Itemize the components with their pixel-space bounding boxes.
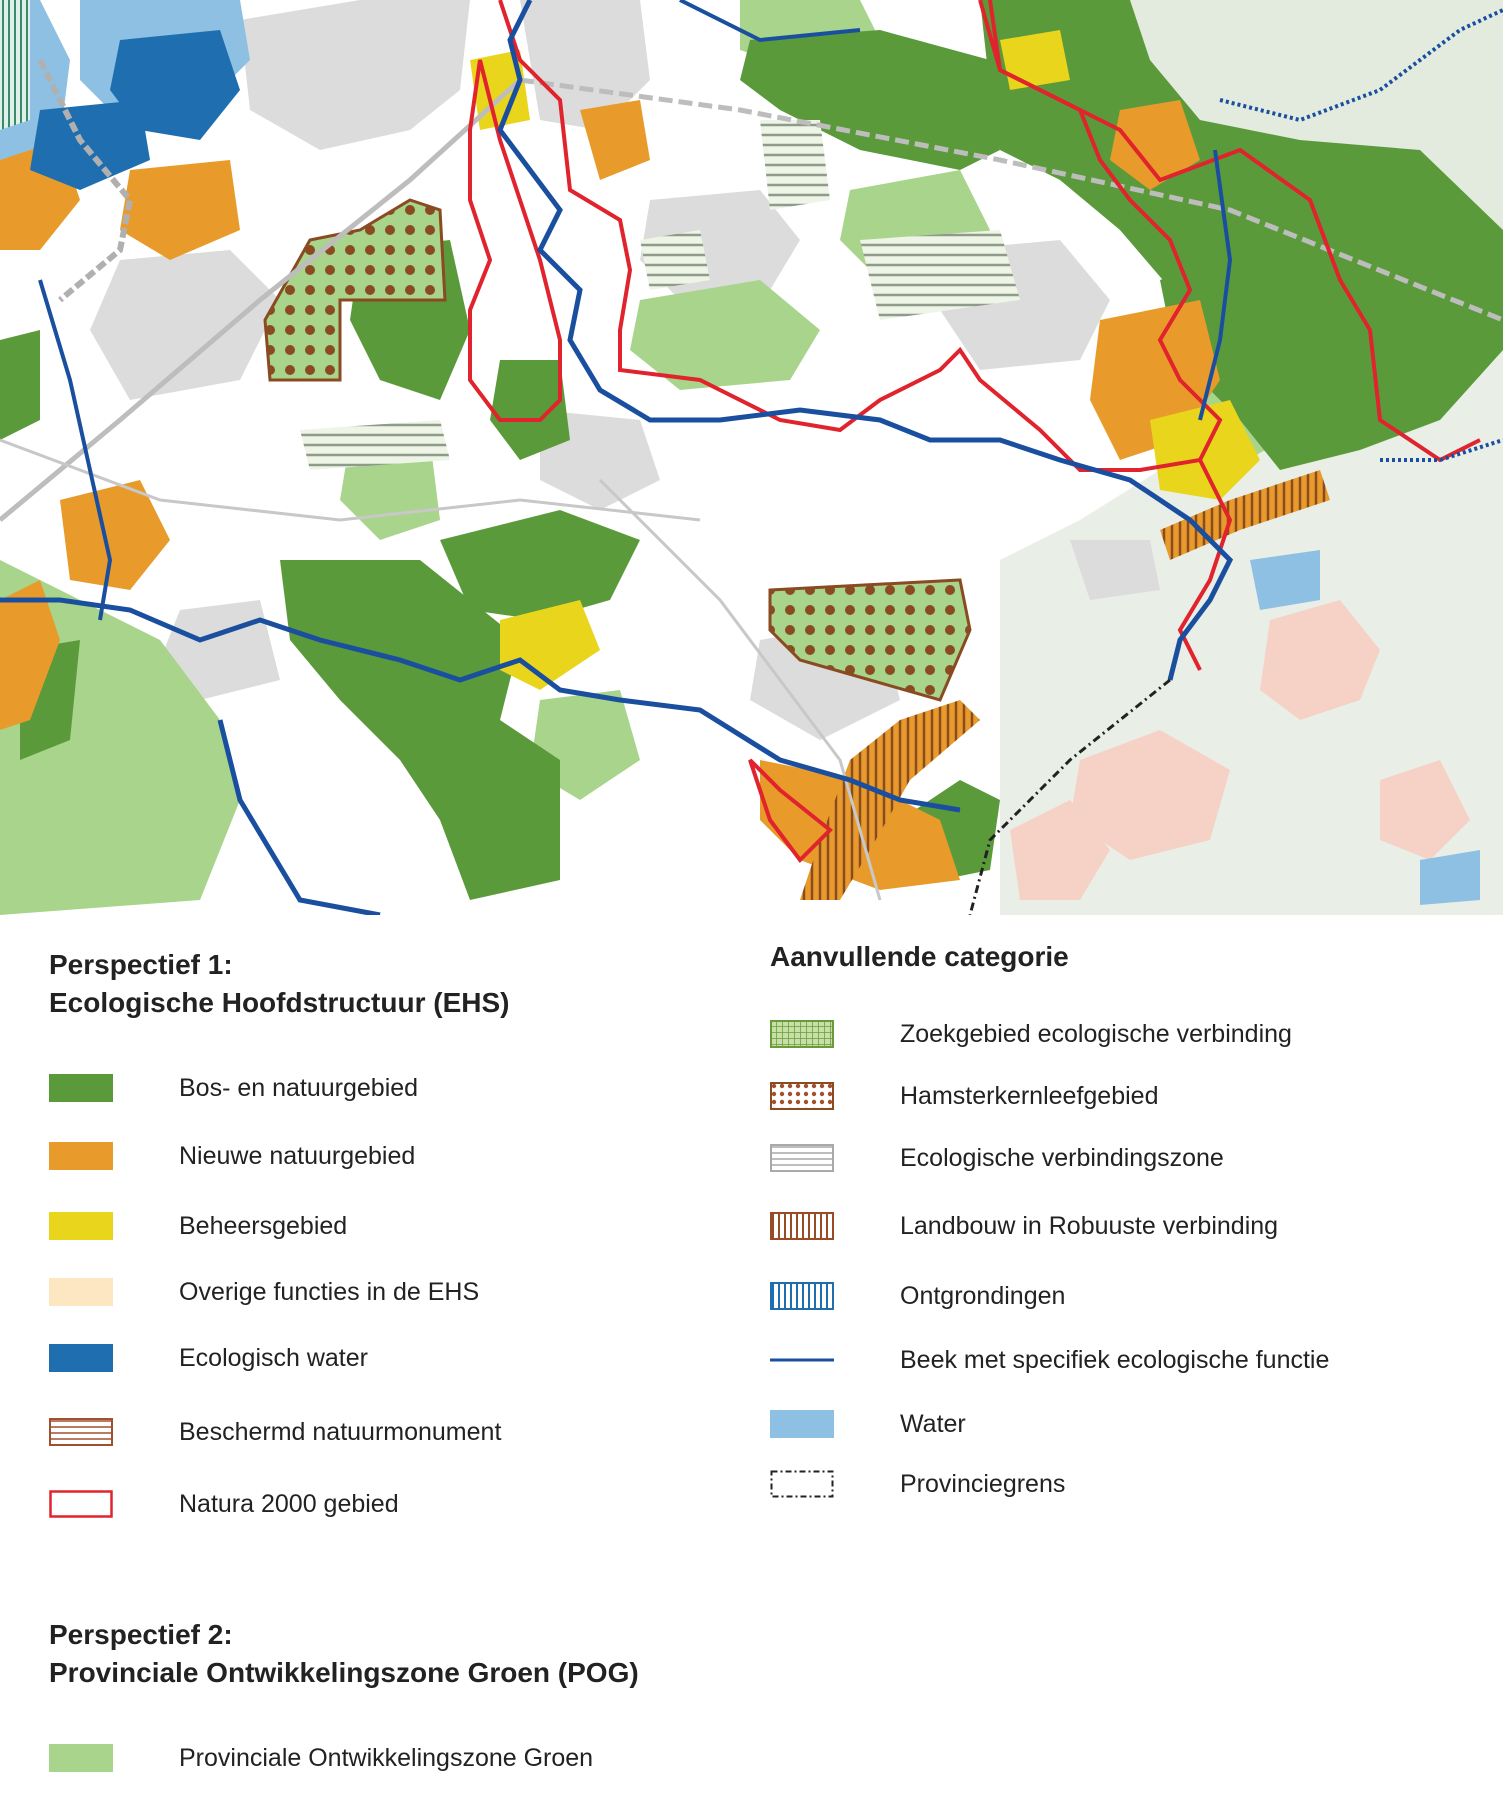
legend-item-beek: [770, 1340, 1434, 1380]
legend-label: Ontgrondingen: [900, 1282, 1066, 1310]
legend-label: Landbouw in Robuuste verbinding: [900, 1212, 1279, 1240]
legend-label: Nieuwe natuurgebied: [179, 1142, 416, 1170]
legend-item-beheersgebied: [49, 1206, 653, 1246]
legend-label: Ecologisch water: [179, 1344, 368, 1372]
legend-label: Beheersgebied: [179, 1212, 348, 1240]
swatch-pog: [49, 1744, 113, 1772]
beheersgebied: [1000, 30, 1070, 90]
legend-item-landbouw-robuuste-verbinding: [770, 1206, 1434, 1246]
legend-label: Beschermd natuurmonument: [179, 1418, 502, 1446]
legend-label: Provinciegrens: [900, 1470, 1066, 1498]
water-area: [1250, 550, 1320, 610]
swatch-provinciegrens: [770, 1470, 834, 1498]
legend-aanvullende-categorie: [770, 938, 1470, 1518]
swatch-beek: [770, 1346, 834, 1374]
legend-perspectief-2-title-line1: Perspectief 2:: [49, 1619, 233, 1650]
ontgrondingen-area: [0, 0, 30, 130]
swatch-beheersgebied: [49, 1212, 113, 1240]
legend-item-provinciegrens: [770, 1464, 1434, 1504]
legend-item-ecologische-verbindingszone: [770, 1138, 1434, 1178]
legend-item-hamsterkernleefgebied: [770, 1076, 1434, 1116]
swatch-bos-natuurgebied: [49, 1074, 113, 1102]
legend-item-water: [770, 1404, 1434, 1444]
legend-label: Provinciale Ontwikkelingszone Groen: [179, 1744, 594, 1772]
swatch-nieuwe-natuurgebied: [49, 1142, 113, 1170]
legend-item-overige-functies: [49, 1272, 653, 1312]
legend-label: Bos- en natuurgebied: [179, 1074, 419, 1102]
legend-item-zoekgebied: [770, 1014, 1434, 1054]
legend-item-pog: [49, 1738, 753, 1778]
swatch-ecologische-verbindingszone: [770, 1144, 834, 1172]
legend-perspectief-1-title-line2: Ecologische Hoofdstructuur (EHS): [49, 987, 510, 1018]
swatch-landbouw-robuuste-verbinding: [770, 1212, 834, 1240]
legend-label: Overige functies in de EHS: [179, 1278, 480, 1306]
legend-item-ecologisch-water: [49, 1338, 653, 1378]
swatch-beschermd-natuurmonument: [49, 1418, 113, 1446]
swatch-water: [770, 1410, 834, 1438]
ecologische-verbindingszone: [760, 120, 830, 210]
ecologische-verbindingszone: [640, 230, 710, 290]
legend-label: Beek met specifiek ecologische functie: [900, 1346, 1330, 1374]
legend-perspectief-2: [49, 1616, 799, 1806]
legend-perspectief-1-title-line1: Perspectief 1:: [49, 949, 233, 980]
legend-label: Water: [900, 1410, 966, 1438]
swatch-zoekgebied: [770, 1020, 834, 1048]
legend-label: Hamsterkernleefgebied: [900, 1082, 1159, 1110]
legend-item-nieuwe-natuurgebied: [49, 1136, 653, 1176]
swatch-natura-2000: [49, 1490, 113, 1518]
legend-item-beschermd-natuurmonument: [49, 1412, 653, 1452]
legend-item-natura-2000: [49, 1484, 653, 1524]
legend-label: Zoekgebied ecologische verbinding: [900, 1020, 1292, 1048]
legend-perspectief-2-title-line2: Provinciale Ontwikkelingszone Groen (POG): [49, 1657, 639, 1688]
legend-perspectief-1: [49, 946, 699, 1526]
legend-label: Ecologische verbindingszone: [900, 1144, 1224, 1172]
swatch-hamsterkernleefgebied: [770, 1082, 834, 1110]
swatch-ecologisch-water: [49, 1344, 113, 1372]
legend-aanvullende-title: Aanvullende categorie: [770, 941, 1069, 972]
legend-item-bos-natuurgebied: [49, 1068, 653, 1108]
legend-item-ontgrondingen: [770, 1276, 1434, 1316]
legend-label: Natura 2000 gebied: [179, 1490, 399, 1518]
swatch-ontgrondingen: [770, 1282, 834, 1310]
swatch-overige-functies: [49, 1278, 113, 1306]
